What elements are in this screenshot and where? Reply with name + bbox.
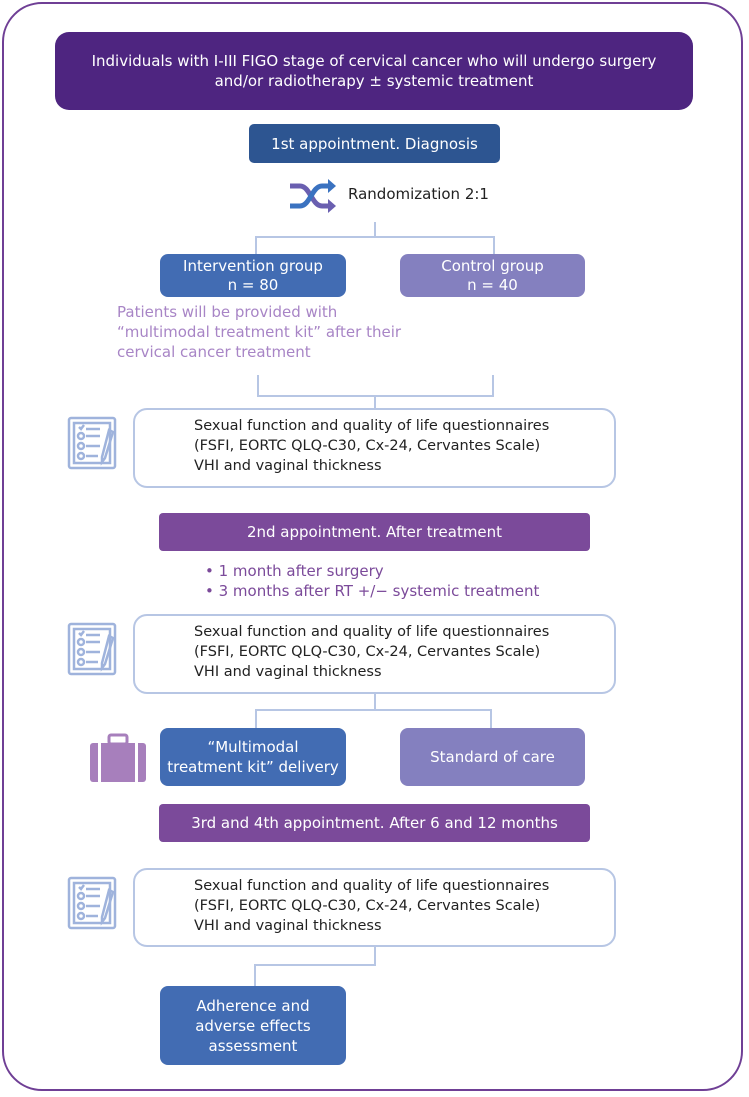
suitcase-icon [89, 733, 147, 783]
clipboard-checklist-icon [67, 876, 119, 930]
q-line: Sexual function and quality of life questionnaires [194, 878, 550, 894]
note-line: cervical cancer treatment [117, 343, 311, 361]
questionnaire-box-1 [133, 408, 616, 488]
intervention-group-box [160, 254, 346, 297]
q-line: VHI and vaginal thickness [194, 458, 382, 474]
connector [255, 709, 257, 728]
note-line: Patients will be provided with [117, 303, 338, 321]
connector [254, 964, 256, 986]
q-line: (FSFI, EORTC QLQ-C30, Cx-24, Cervantes Scale) [194, 644, 541, 660]
connector [255, 236, 495, 238]
clipboard-checklist-icon [67, 416, 119, 470]
connector [374, 694, 376, 710]
questionnaire-box-3 [133, 868, 616, 947]
shuffle-icon [286, 176, 338, 216]
intervention-n: n = 80 [227, 275, 279, 294]
intervention-label: Intervention group [183, 256, 323, 275]
timing-bullet: • 3 months after RT +/− systemic treatment [205, 582, 540, 600]
randomization-label: Randomization 2:1 [348, 185, 489, 203]
q-line: (FSFI, EORTC QLQ-C30, Cx-24, Cervantes Scale) [194, 438, 541, 454]
q-line: VHI and vaginal thickness [194, 918, 382, 934]
appointment1-box: 1st appointment. Diagnosis [249, 124, 500, 163]
connector [257, 375, 259, 397]
q-line: Sexual function and quality of life questionnaires [194, 418, 550, 434]
standard-of-care-box: Standard of care [400, 728, 585, 786]
connector [255, 236, 257, 254]
connector [374, 395, 376, 408]
control-label: Control group [441, 256, 544, 275]
kit-delivery-box: “Multimodal treatment kit” delivery [160, 728, 346, 786]
timing-bullet: • 1 month after surgery [205, 562, 384, 580]
adherence-box: Adherence and adverse effects assessment [160, 986, 346, 1065]
connector [254, 964, 376, 966]
q-line: (FSFI, EORTC QLQ-C30, Cx-24, Cervantes Scale) [194, 898, 541, 914]
clipboard-checklist-icon [67, 622, 119, 676]
population-box: Individuals with I-III FIGO stage of cervical cancer who will undergo surgery and/or radiotherapy ± systemic treatment [55, 32, 693, 110]
connector [492, 375, 494, 397]
connector [493, 236, 495, 254]
control-n: n = 40 [467, 275, 518, 294]
q-line: VHI and vaginal thickness [194, 664, 382, 680]
q-line: Sexual function and quality of life questionnaires [194, 624, 550, 640]
connector [255, 709, 492, 711]
connector [490, 709, 492, 728]
questionnaire-box-2 [133, 614, 616, 694]
kit-note [117, 302, 401, 362]
control-group-box [400, 254, 585, 297]
appointment34-box: 3rd and 4th appointment. After 6 and 12 months [159, 804, 590, 842]
note-line: “multimodal treatment kit” after their [117, 323, 402, 341]
appointment2-box: 2nd appointment. After treatment [159, 513, 590, 551]
